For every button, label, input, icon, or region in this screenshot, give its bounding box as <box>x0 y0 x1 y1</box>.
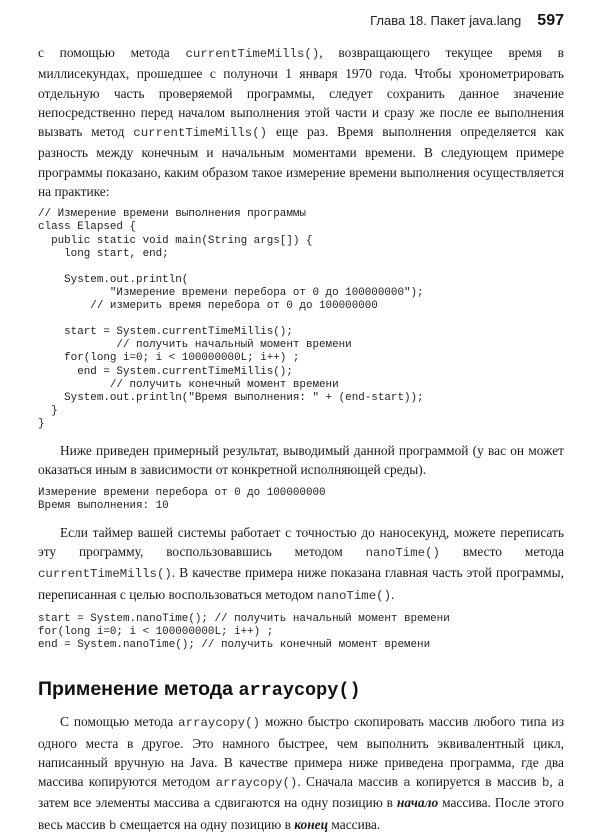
paragraph-nanotime: Если таймер вашей системы работает с точностью до наносекунд, можете переписать эту программу, воспользовавшись методом nanoTime() вместо метода currentTimeMills(). В качестве примера ниже показана главная часть этой программы, переписанная с целью воспользоваться методом nanoTime(). <box>38 524 565 603</box>
chapter-title: Глава 18. Пакет java.lang <box>370 13 522 28</box>
paragraph-arraycopy: С помощью метода arraycopy() можно быстро скопировать массив любого типа из одного места в другое. Это намного быстрее, чем выполнить эквивалентный цикл, написанный вручную на Java. В качестве примера ниже приведена программа, где два массива копируются методом arraycopy(). Сначала массив a копируется в массив b, а затем все элементы массива a сдвигаются на одну позицию в начало массива. После этого весь массив b смещается на одну позицию в конец массива. <box>38 714 564 833</box>
page-number: 597 <box>537 12 564 29</box>
page-content <box>38 43 564 836</box>
running-header <box>370 12 564 30</box>
paragraph-sample-output-intro: Ниже приведен примерный результат, выводимый данной программой (у вас он может оказаться иным в зависимости от конкретной исполняющей среды). <box>38 442 564 478</box>
code-listing-elapsed: // Измерение времени выполнения программы class Elapsed { public static void main(String args[]) { long start, end; System.out.println( "Измерение времени перебора от 0 до 100000000"); // измерить время перебора от 0 до 100000000 start = System.currentTimeMillis(); // получить начальный момент времени for(long i=0; i < 100000000L; i++) ; end = System.currentTimeMillis(); // получить конечный момент времени System.out.println("Время выполнения: " + (end-start)); } } <box>38 208 424 430</box>
paragraph-timing-intro: с помощью метода currentTimeMills(), возвращающего текущее время в миллисекундах, прошедшее с полуночи 1 января 1970 года. Чтобы хронометрировать отдельную часть проверяемой программы, следует сохранить данное значение непосредственно перед началом выполнения этой части и сразу же после ее выполнения вызвать метод currentTimeMills() еще раз. Время выполнения определяется как разность между конечным и начальным моментами времени. В следующем примере программы показано, каким образом такое измерение времени выполнения осуществляется на практике: <box>38 45 564 200</box>
code-listing-nanotime: start = System.nanoTime(); // получить начальный момент времени for(long i=0; i < 100000000L; i++) ; end = System.nanoTime(); // получить конечный момент времени <box>38 612 450 652</box>
program-output: Измерение времени перебора от 0 до 100000000 Время выполнения: 10 <box>38 486 326 512</box>
section-heading-arraycopy: Применение метода arraycopy() <box>38 678 361 702</box>
